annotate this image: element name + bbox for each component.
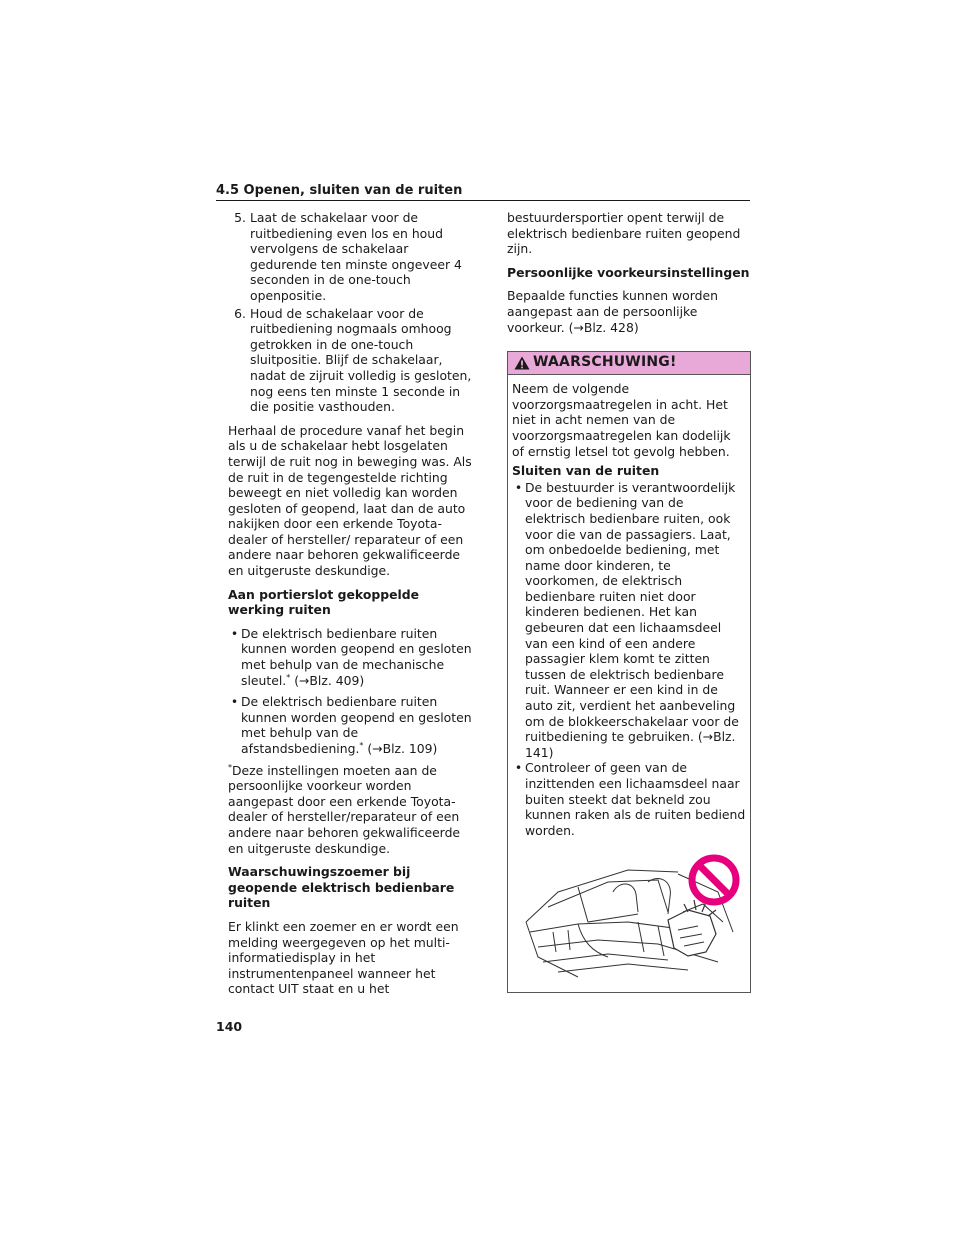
section-title: 4.5 Openen, sluiten van de ruiten bbox=[216, 183, 463, 198]
left-column bbox=[228, 210, 472, 1005]
warning-triangle-icon bbox=[514, 356, 530, 370]
list-item bbox=[228, 694, 472, 756]
footnote bbox=[228, 763, 472, 857]
page-reference: (→Blz. 409) bbox=[290, 672, 365, 688]
preferences-heading: Persoonlijke voorkeursinstellingen bbox=[507, 264, 750, 280]
repeat-paragraph: Herhaal de procedure vanaf het begin als u de schakelaar hebt losgelaten terwijl de ruit nog in beweging was. Als de ruit in de tegengestelde richting beweegt en niet volledig kan worden gesloten of geopend, laat dan de auto nakijken door een erkende Toyota-dealer of hersteller/ reparateur of een andere naar behoren gekwalificeerde en uitgeruste deskundige. bbox=[228, 422, 472, 579]
list-item bbox=[512, 760, 746, 838]
bullet-text: De bestuurder is verantwoordelijk voor de bediening van de elektrisch bedienbare ruiten, ook voor die van de passagiers. Laat, om onbedoelde bediening, met name door kinderen, te voorkomen, de elektrisch bedienbare ruiten niet door kinderen bedienen. Het kan gebeuren dat een lichaamsdeel van een kind of een andere passagier klem komt te zitten tussen de elektrisch bedienbare ruit. Wanneer er een kind in de auto zit, verdient het aanbeveling om de blokkeerschakelaar voor de ruitbediening te gebruiken. (→Blz. 141) bbox=[525, 479, 739, 760]
buzzer-paragraph: Er klinkt een zoemer en er wordt een melding weergegeven op het multi-informatiedisplay in het instrumentenpaneel wanneer het contact UIT staat en u het bbox=[228, 918, 459, 997]
page-header bbox=[216, 179, 750, 201]
warning-body bbox=[508, 375, 750, 992]
right-column bbox=[507, 210, 750, 993]
bullet-dot: • bbox=[230, 625, 239, 641]
list-item bbox=[228, 626, 472, 688]
step-text: Houd de schakelaar voor de ruitbediening nogmaals omhoog getrokken in de one-touch sluitpositie. Blijf de schakelaar, nadat de zijruit volledig is gesloten, nog eens ten minste 1 seconde in die positie vasthouden. bbox=[250, 305, 472, 415]
step-text: Laat de schakelaar voor de ruitbediening even los en houd vervolgens de schakelaar gedurende ten minste ongeveer 4 seconden in de one-touch openpositie. bbox=[250, 210, 462, 303]
warning-title: WAARSCHUWING! bbox=[533, 354, 677, 371]
bullet-text: De elektrisch bedienbare ruiten kunnen worden geopend en gesloten met behulp van de mechanische sleutel. bbox=[241, 625, 472, 688]
lock-heading: Aan portierslot gekoppelde werking ruiten bbox=[228, 586, 419, 618]
step-5 bbox=[228, 210, 472, 304]
buzzer-heading: Waarschuwingszoemer bij geopende elektrisch bedienbare ruiten bbox=[228, 864, 455, 911]
warning-intro: Neem de volgende voorzorgsmaatregelen in acht. Het niet in acht nemen van de voorzorgsmaatregelen kan dodelijk of ernstig letsel tot gevolg hebben. bbox=[512, 381, 731, 459]
footnote-text: Deze instellingen moeten aan de persoonlijke voorkeur worden aangepast door een erkende Toyota-dealer of hersteller/reparateur of een andere naar behoren gekwalificeerde en uitgeruste deskundige. bbox=[228, 762, 461, 856]
car-window-illustration bbox=[518, 852, 740, 982]
warning-title-bar bbox=[508, 352, 750, 375]
step-number: 6. bbox=[234, 305, 246, 321]
bullet-dot: • bbox=[230, 694, 239, 710]
page-number: 140 bbox=[216, 1019, 243, 1034]
page-reference: (→Blz. 109) bbox=[363, 741, 438, 756]
prohibition-icon bbox=[692, 858, 736, 902]
bullet-dot: • bbox=[514, 760, 523, 776]
preferences-paragraph: Bepaalde functies kunnen worden aangepast aan de persoonlijke voorkeur. (→Blz. 428) bbox=[507, 288, 718, 335]
warning-box bbox=[507, 351, 751, 993]
footnote-marker: * bbox=[359, 740, 364, 750]
bullet-dot: • bbox=[514, 479, 523, 495]
step-number: 5. bbox=[234, 210, 246, 225]
continuation-paragraph: bestuurdersportier opent terwijl de elektrisch bedienbare ruiten geopend zijn. bbox=[507, 210, 741, 257]
footnote-marker: * bbox=[228, 762, 232, 772]
warning-heading: Sluiten van de ruiten bbox=[512, 463, 660, 479]
bullet-text: De elektrisch bedienbare ruiten kunnen worden geopend en gesloten met behulp van de afstandsbediening. bbox=[241, 694, 472, 756]
list-item bbox=[512, 480, 746, 761]
bullet-text: Controleer of geen van de inzittenden een lichaamsdeel naar buiten steekt dat bekneld zou kunnen raken als de ruiten bediend worden. bbox=[525, 760, 746, 838]
footnote-marker: * bbox=[286, 672, 291, 682]
step-6 bbox=[228, 306, 472, 415]
